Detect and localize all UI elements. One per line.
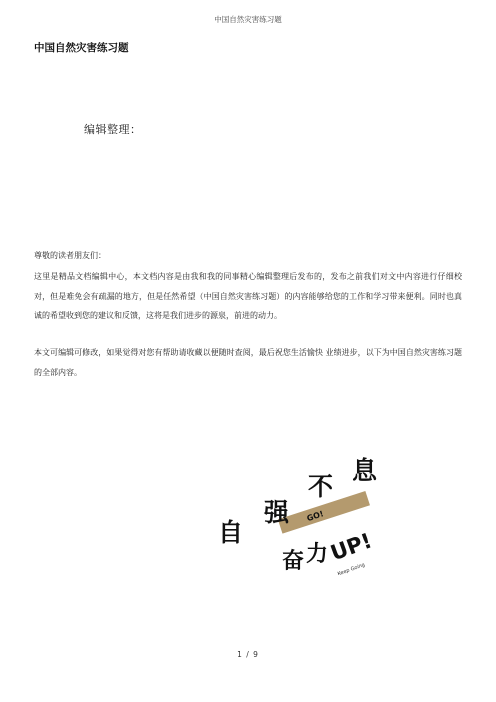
slogan-up-text: UP! [327,528,376,566]
page-total: 9 [253,650,259,659]
editor-label: 编辑整理： [84,123,142,136]
salutation: 尊敬的读者朋友们： [34,251,106,260]
closing-paragraph: 本文可编辑可修改，如果觉得对您有帮助请收藏以便随时查阅，最后祝您生活愉快 业绩进步，以下为中国自然灾害练习题的全部内容。 [34,348,462,377]
running-header: 中国自然灾害练习题 [214,15,282,24]
slogan-artwork [218,455,398,575]
slogan-graphic [218,455,398,575]
slogan-small-text: Keep Going [336,561,366,575]
slogan-line-1: 自 强 不 息 [218,456,378,547]
page-number [0,650,496,659]
intro-paragraph: 这里是精品文档编辑中心，本文档内容是由我和我的同事精心编辑整理后发布的，发布之前我们对文中内容进行仔细校对，但是难免会有疏漏的地方，但是任然希望（中国自然灾害练习题）的内容能够给您的工作和学习带来便利。同时也真诚的希望收到您的建议和反馈，这将是我们进步的源泉，前进的动力。 [34,272,462,320]
slogan-tag-text: GO! [305,509,325,524]
page-separator: / [246,650,250,659]
page-current: 1 [237,650,243,659]
slogan-line-2: 奋 力 [282,541,329,574]
document-title: 中国自然灾害练习题 [34,42,129,54]
